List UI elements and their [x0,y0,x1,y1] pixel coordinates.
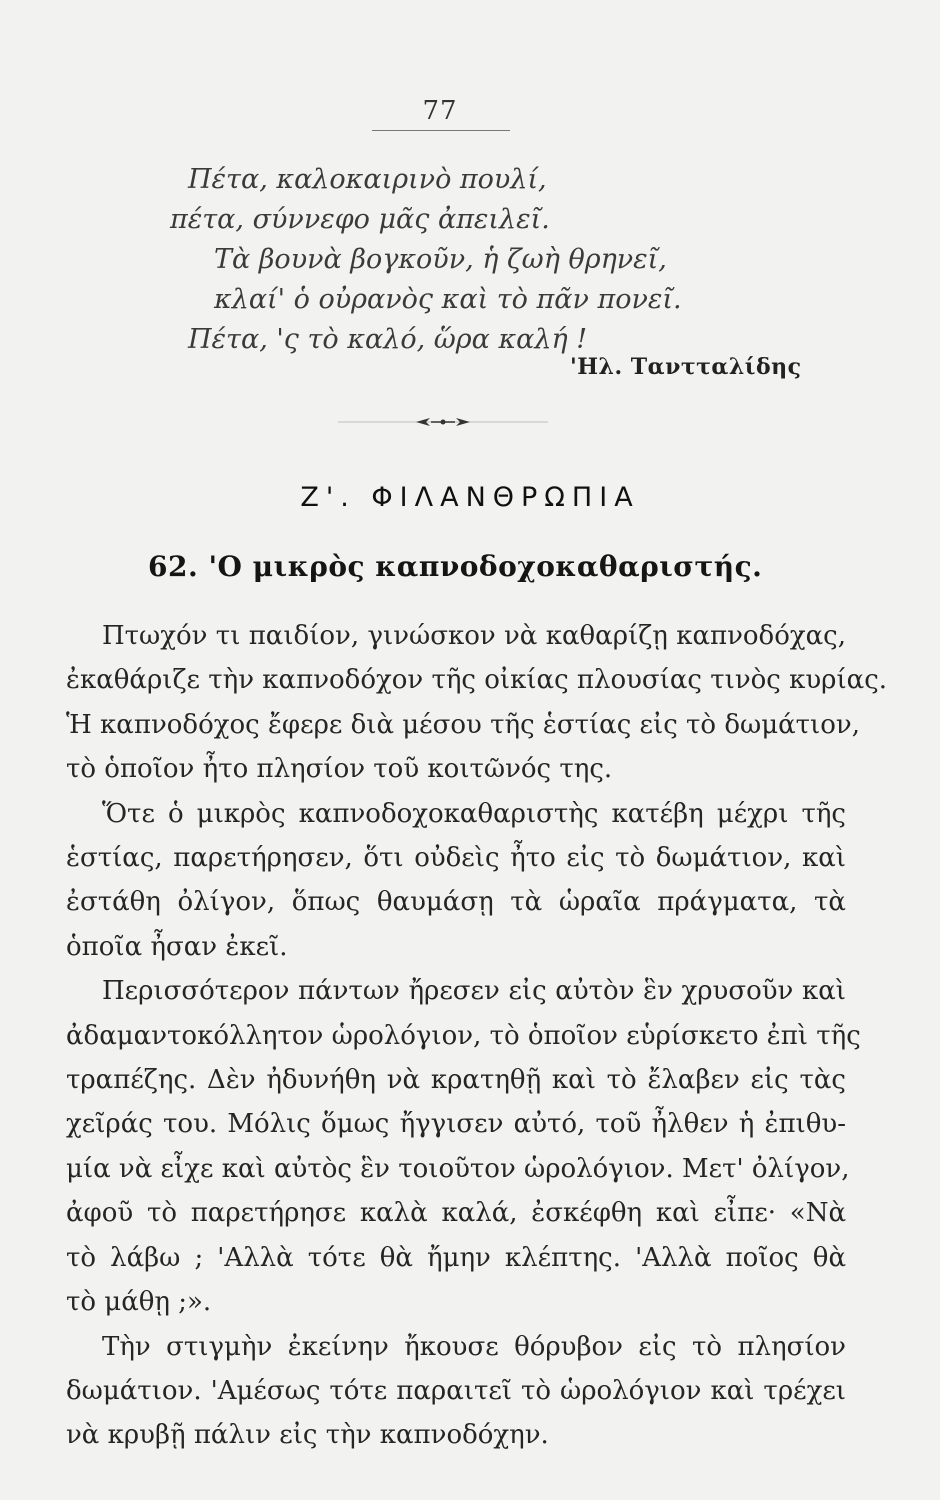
body-line: τὸ μάθῃ ;». [66,1287,212,1318]
body-line: Περισσότερον πάντων ἤρεσεν εἰς αὐτὸν ἓν χρυσοῦν καὶ [102,976,846,1007]
poem-line: πέτα, σύννεφο μᾶς ἀπειλεῖ. [170,204,550,235]
poem-block [170,160,810,360]
poem-line: κλαί' ὁ οὐρανὸς καὶ τὸ πᾶν πονεῖ. [214,284,682,315]
header-rule [372,130,510,131]
body-line: δωμάτιον. 'Αμέσως τότε παραιτεῖ τὸ ὡρολόγιον καὶ τρέχει [66,1375,846,1406]
page-number: 77 [422,96,458,126]
poem-line: Τὰ βουνὰ βογκοῦν, ἡ ζωὴ θρηνεῖ, [214,244,667,275]
body-line: Ὅτε ὁ μικρὸς καπνοδοχοκαθαριστὴς κατέβη μέχρι τῆς [102,798,846,829]
body-line: νὰ κρυβῇ πάλιν εἰς τὴν καπνοδόχην. [66,1420,549,1451]
poem-author: 'Ηλ. Ταντταλίδης [570,354,802,380]
body-line: τὸ ὁποῖον ἦτο πλησίον τοῦ κοιτῶνός της. [66,754,613,785]
body-text [66,614,888,1458]
body-line: μία νὰ εἶχε καὶ αὐτὸς ἓν τοιοῦτον ὡρολόγιον. Μετ' ὀλίγον, [66,1153,850,1184]
body-line: Ἡ καπνοδόχος ἔφερε διὰ μέσου τῆς ἑστίας εἰς τὸ δωμάτιον, [66,709,860,740]
body-line: ἀδαμαντοκόλλητον ὡρολόγιον, τὸ ὁποῖον εὑρίσκετο ἐπὶ τῆς [66,1020,861,1051]
body-line: ἀφοῦ τὸ παρετήρησε καλὰ καλά, ἐσκέφθη καὶ εἶπε· «Νὰ [66,1198,846,1229]
body-line: Τὴν στιγμὴν ἐκείνην ἤκουσε θόρυβον εἰς τὸ πλησίον [102,1331,846,1362]
poem-line: Πέτα, καλοκαιρινὸ πουλί, [188,164,547,195]
body-line: ὁποῖα ἦσαν ἐκεῖ. [66,931,288,962]
chapter-title: Ζ'. ΦΙΛΑΝΘΡΩΠΙΑ [300,482,640,513]
body-line: ἐκαθάριζε τὴν καπνοδόχον τῆς οἰκίας πλουσίας τινὸς κυρίας. [66,665,888,696]
body-line: χεῖράς του. Μόλις ὅμως ἤγγισεν αὐτό, τοῦ ἦλθεν ἡ ἐπιθυ- [66,1109,846,1140]
ornament-divider [338,412,548,432]
body-line: τὸ λάβω ; 'Αλλὰ τότε θὰ ἤμην κλέπτης. 'Αλλὰ ποῖος θὰ [66,1242,846,1273]
body-line: τραπέζης. Δὲν ἠδυνήθη νὰ κρατηθῇ καὶ τὸ ἔλαβεν εἰς τὰς [66,1065,846,1096]
body-line: ἐστάθη ὀλίγον, ὅπως θαυμάσῃ τὰ ὡραῖα πράγματα, τὰ [66,887,846,918]
body-line: ἑστίας, παρετήρησεν, ὅτι οὐδεὶς ἦτο εἰς τὸ δωμάτιον, καὶ [66,843,846,874]
poem-line: Πέτα, 'ς τὸ καλό, ὥρα καλή ! [188,324,588,355]
body-line: Πτωχόν τι παιδίον, γινώσκον νὰ καθαρίζῃ καπνοδόχας, [102,621,846,651]
section-title: 62. 'Ο μικρὸς καπνοδοχοκαθαριστής. [148,550,763,583]
